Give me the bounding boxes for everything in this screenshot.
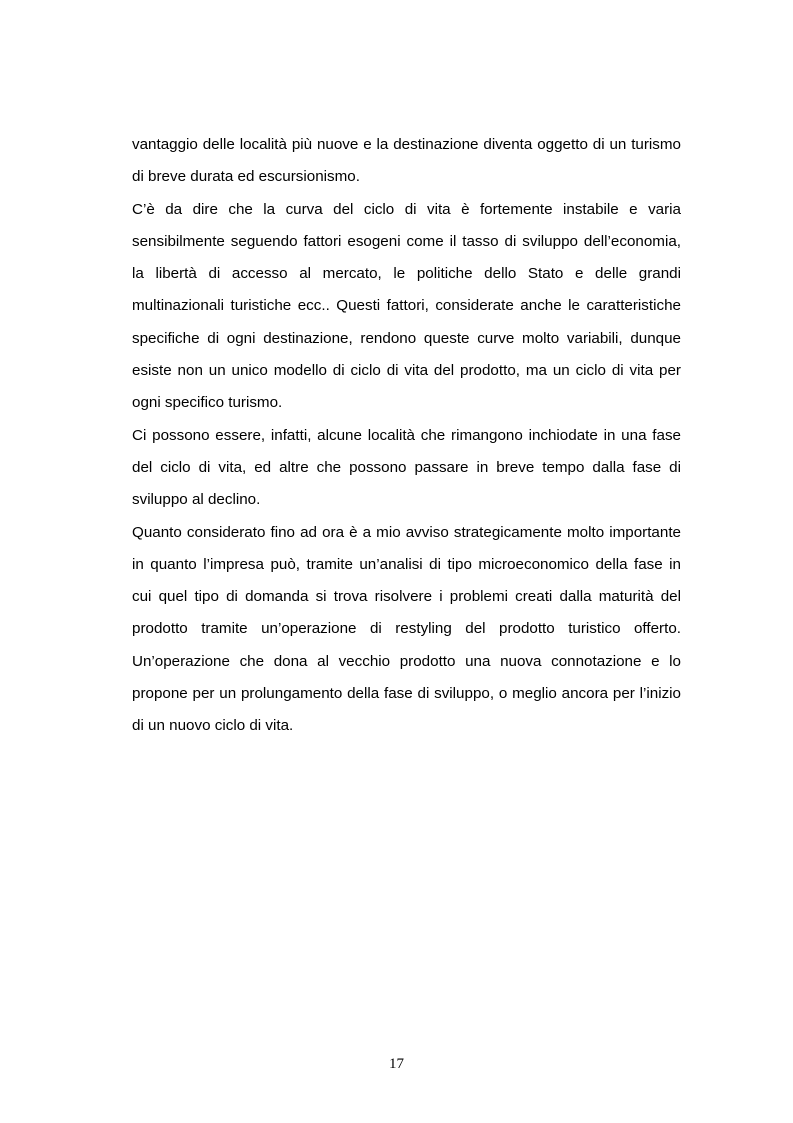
text-line: specifiche di ogni destinazione, rendono queste curve molto variabili, dunque bbox=[132, 329, 681, 347]
text-line: vantaggio delle località più nuove e la destinazione diventa oggetto di un turismo bbox=[132, 136, 681, 153]
text-line: sensibilmente seguendo fattori esogeni come il tasso di sviluppo dell’economia, bbox=[132, 232, 681, 250]
text-line: la libertà di accesso al mercato, le politiche dello Stato e delle grandi bbox=[132, 265, 681, 283]
page-number: 17 bbox=[389, 1056, 404, 1072]
text-line: Quanto considerato fino ad ora è a mio avviso strategicamente molto importante bbox=[132, 523, 681, 541]
text-line: C’è da dire che la curva del ciclo di vita è fortemente instabile e varia bbox=[132, 200, 681, 218]
text-line: in quanto l’impresa può, tramite un’analisi di tipo microeconomico della fase in bbox=[132, 555, 681, 573]
text-line: cui quel tipo di domanda si trova risolvere i problemi creati dalla maturità del bbox=[132, 588, 681, 606]
text-line: prodotto tramite un’operazione di restyling del prodotto turistico offerto. bbox=[132, 620, 681, 638]
paragraph-1 bbox=[132, 129, 681, 194]
text-line: multinazionali turistiche ecc.. Questi fattori, considerate anche le caratteristiche bbox=[132, 297, 681, 315]
text-line: propone per un prolungamento della fase di sviluppo, o meglio ancora per l’inizio bbox=[132, 685, 681, 703]
text-line: di breve durata ed escursionismo. bbox=[132, 168, 360, 186]
text-line: del ciclo di vita, ed altre che possono passare in breve tempo dalla fase di bbox=[132, 458, 681, 476]
text-line: ogni specifico turismo. bbox=[132, 394, 283, 412]
paragraph-2 bbox=[132, 194, 681, 420]
text-line: di un nuovo ciclo di vita. bbox=[132, 717, 294, 735]
paragraph-3 bbox=[132, 420, 681, 517]
text-line: esiste non un unico modello di ciclo di vita del prodotto, ma un ciclo di vita per bbox=[132, 362, 681, 380]
text-line: Un’operazione che dona al vecchio prodotto una nuova connotazione e lo bbox=[132, 652, 681, 670]
paragraph-4 bbox=[132, 517, 681, 743]
text-line: sviluppo al declino. bbox=[132, 491, 261, 509]
text-line: Ci possono essere, infatti, alcune località che rimangono inchiodate in una fase bbox=[132, 426, 681, 444]
body-text bbox=[132, 129, 681, 743]
